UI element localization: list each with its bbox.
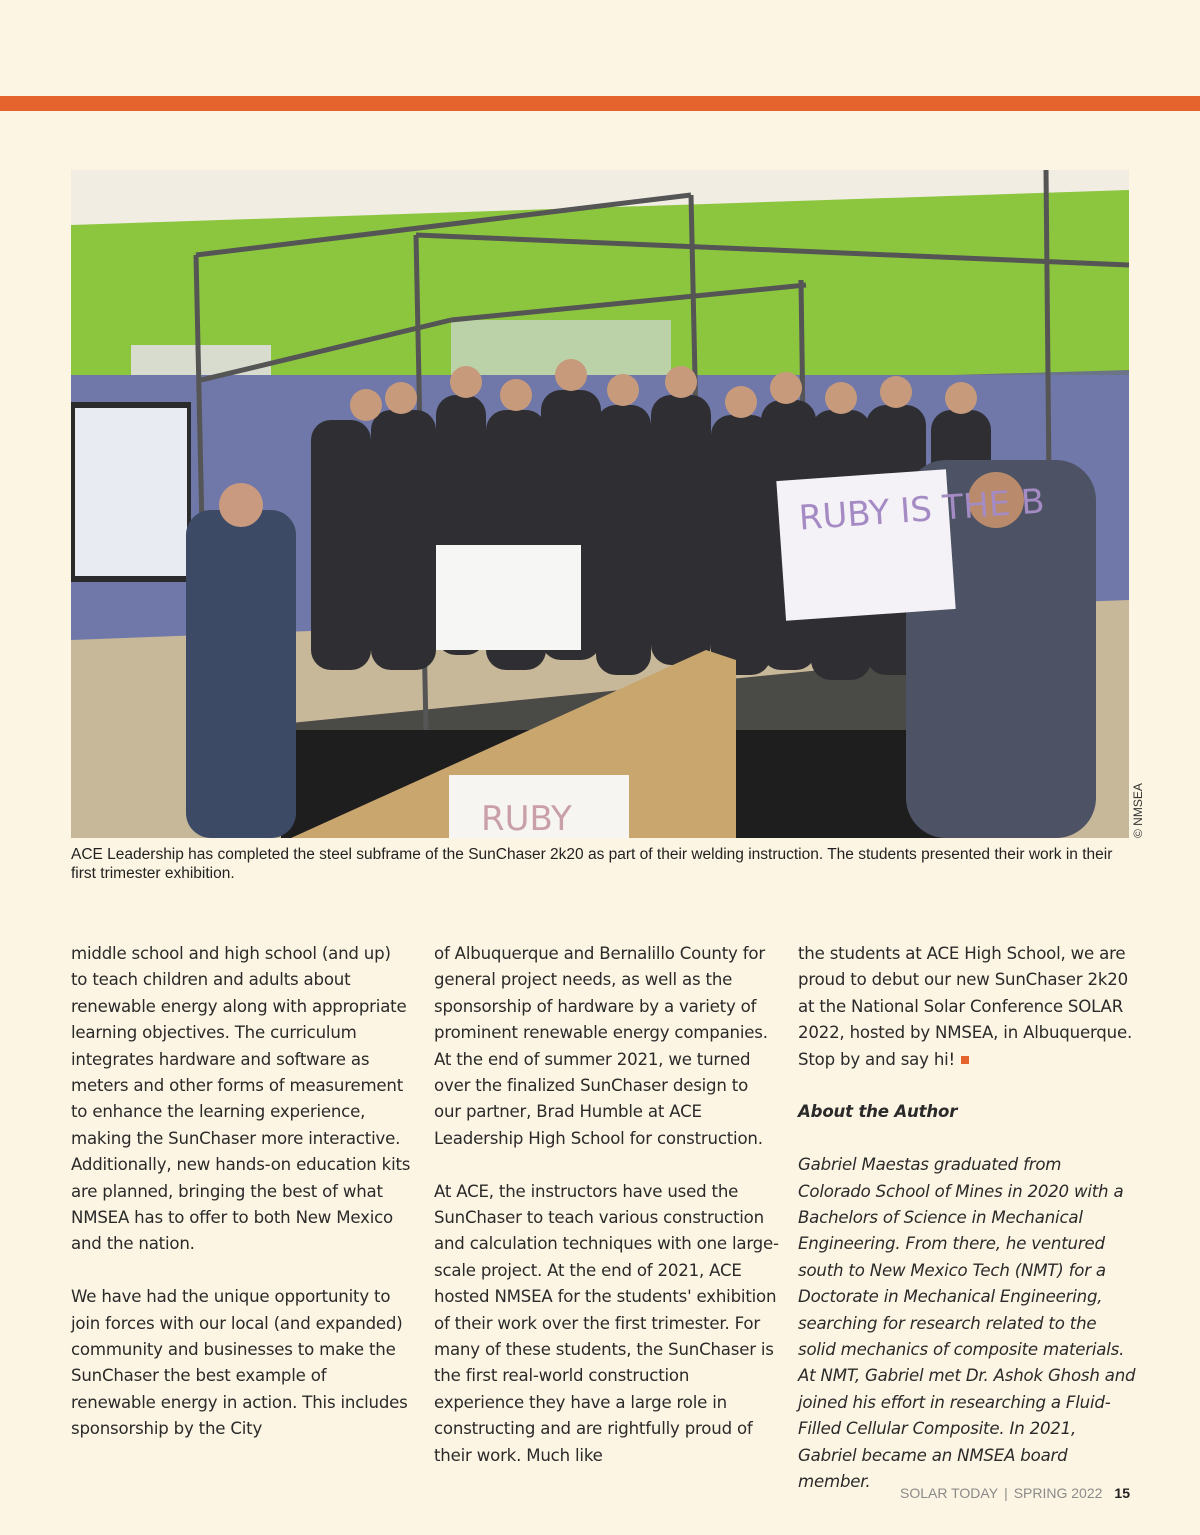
page-number: 15 — [1114, 1485, 1130, 1501]
paragraph-with-end-mark — [798, 941, 1138, 1073]
author-bio: Gabriel Maestas graduated from Colorado School of Mines in 2020 with a Bachelors of Science in Mechanical Engineering. From there, he ventured south to New Mexico Tech (NMT) for a Doctorate in Mechanical Engineering, searching for research related to the solid mechanics of composite materials. At NMT, Gabriel met Dr. Ashok Ghosh and joined his effort in researching a Fluid-Filled Cellular Composite. In 2021, Gabriel became an NMSEA board member. — [798, 1155, 1136, 1492]
group-photo — [71, 170, 1129, 838]
footer-separator: | — [1004, 1485, 1008, 1501]
article-column-3 — [798, 941, 1138, 1522]
paragraph: At ACE, the instructors have used the SunChaser to teach various construction and calculation techniques with one large-scale project. At the end of 2021, ACE hosted NMSEA for the students' exhibition of their work over the first trimester. For many of these students, the SunChaser is the first real-world construction experience they have a large role in constructing and are rightfully proud of their work. Much like — [434, 1181, 779, 1465]
photo-caption: ACE Leadership has completed the steel subframe of the SunChaser 2k20 as part of their welding instruction. The students presented their work in their first trimester exhibition. — [71, 846, 1113, 882]
photo-illustration — [71, 170, 1129, 838]
end-mark-icon — [961, 1056, 969, 1064]
sign-text-large: RUBY IS THE B — [797, 481, 1046, 539]
page-footer — [868, 1485, 1130, 1501]
article-column-2 — [434, 941, 779, 1496]
paragraph: middle school and high school (and up) to teach children and adults about renewable energy along with appropriate learning objectives. The curriculum integrates hardware and software as meters and other forms of measurement to enhance the learning experience, making the SunChaser more interactive. Additionally, new hands-on education kits are planned, bringing the best of what NMSEA has to offer to both New Mexico and the nation. — [71, 944, 411, 1254]
paragraph: of Albuquerque and Bernalillo County for general project needs, as well as the sponsorship of hardware by a variety of prominent renewable energy companies. At the end of summer 2021, we turned over the finalized SunChaser design to our partner, Brad Humble at ACE Leadership High School for construction. — [434, 944, 768, 1148]
publication-name: SOLAR TODAY — [900, 1485, 999, 1501]
issue-label: SPRING 2022 — [1013, 1485, 1103, 1501]
top-accent-bar — [0, 96, 1200, 111]
author-heading: About the Author — [798, 1102, 958, 1122]
photo-credit: © NMSEA — [1131, 783, 1145, 838]
article-column-1 — [71, 941, 411, 1469]
paragraph-text: the students at ACE High School, we are proud to debut our new SunChaser 2k20 at the National Solar Conference SOLAR 2022, hosted by NMSEA, in Albuquerque. Stop by and say hi! — [798, 944, 1133, 1069]
paragraph: We have had the unique opportunity to join forces with our local (and expanded) community and businesses to make the SunChaser the best example of renewable energy in action. This includes sponsorship by the City — [71, 1287, 408, 1439]
sign-text-small: RUBY — [481, 799, 572, 838]
